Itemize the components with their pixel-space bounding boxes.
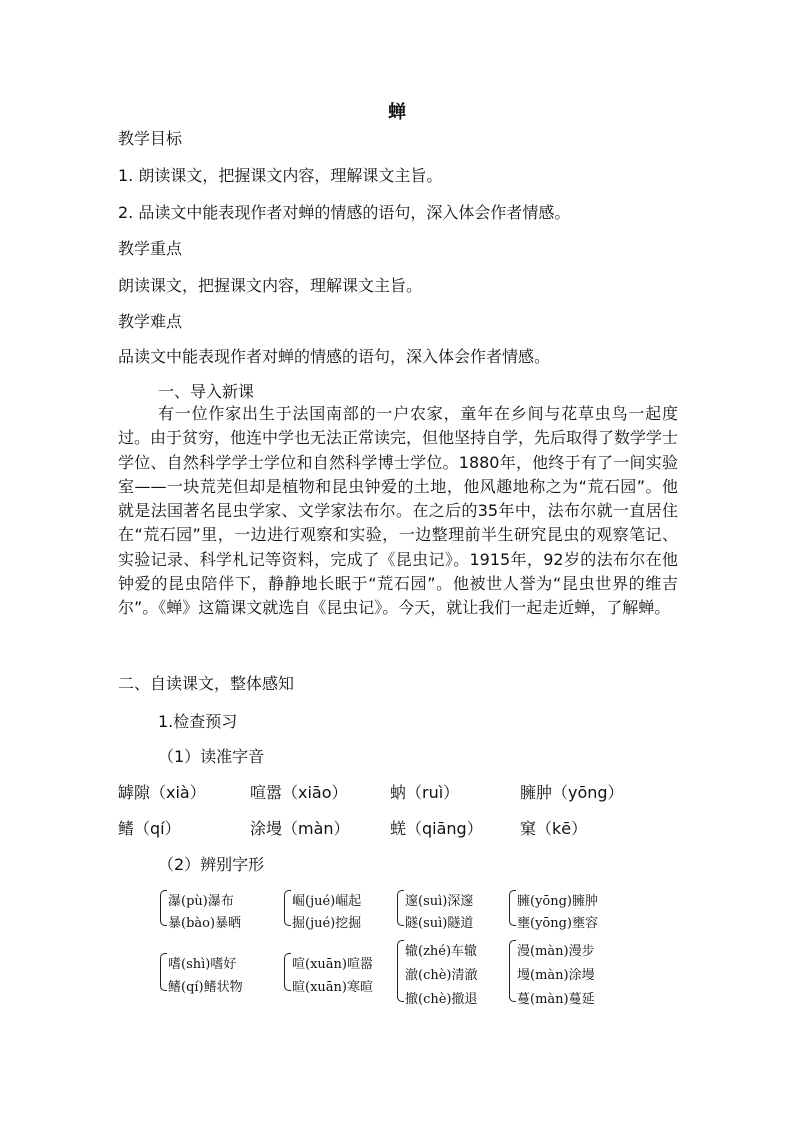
char-group-line: 撤(chè)撤退 <box>405 992 478 1007</box>
char-group-line: 辙(zhé)车辙 <box>405 944 478 959</box>
document-title: 蝉 <box>388 102 406 123</box>
intro-paragraph: 有一位作家出生于法国南部的一户农家，童年在乡间与花草虫鸟一起度过。由于贫穷，他连中学也无法正常读完，但他坚持自学，先后取得了数学学士学位、自然科学学士学位和自然科学博士学位。1880年，他终于有了一间实验室——一块荒芜但却是植物和昆虫钟爱的土地，他风趣地称之为“荒石园”。他就是法国著名昆虫学家、文学家法布尔。在之后的35年中，法布尔就一直居住在“荒石园”里，一边进行观察和实验，一边整理前半生研究昆虫的观察笔记、实验记录、科学札记等资料，完成了《昆虫记》。1915年，92岁的法布尔在他钟爱的昆虫陪伴下，静静地长眠于“荒石园”。他被世人誉为“昆虫世界的维吉尔”。《蝉》这篇课文就选自《昆虫记》。今天，就让我们一起走近蝉，了解蝉。 <box>118 404 679 618</box>
focus-text: 朗读课文，把握课文内容，理解课文主旨。 <box>118 276 423 295</box>
pronunciation-item: 罅隙（xià） <box>118 783 206 802</box>
char-group-line: 壅(yōng)壅容 <box>517 916 599 931</box>
pronunciation-item: 涂墁（màn） <box>250 819 350 838</box>
pronunciation-item: 臃肿（yōng） <box>520 783 624 802</box>
difficulty-text: 品读文中能表现作者对蝉的情感的语句，深入体会作者情感。 <box>118 347 551 366</box>
goals-heading: 教学目标 <box>118 129 183 148</box>
char-group-line: 瀑(pù)瀑布 <box>168 894 234 909</box>
char-group-line: 墁(màn)涂墁 <box>517 968 595 983</box>
char-distinguish-heading: （2）辨别字形 <box>158 855 265 874</box>
char-group-line: 鳍(qí)鳍状物 <box>168 980 243 995</box>
char-group-line: 邃(suì)深邃 <box>405 894 474 909</box>
pronunciation-item: 蜣（qiāng） <box>390 819 483 838</box>
char-group-line: 暄(xuān)寒暄 <box>292 980 373 995</box>
char-group-line: 蔓(màn)蔓延 <box>517 992 595 1007</box>
focus-heading: 教学重点 <box>118 239 183 258</box>
difficulty-heading: 教学难点 <box>118 312 183 331</box>
pronunciation-item: 蚋（ruì） <box>390 783 460 802</box>
goal-2: 2. 品读文中能表现作者对蝉的情感的语句，深入体会作者情感。 <box>118 203 571 222</box>
pronunciation-heading: （1）读准字音 <box>158 747 265 766</box>
goal-1: 1. 朗读课文，把握课文内容，理解课文主旨。 <box>118 166 443 185</box>
intro-heading: 一、导入新课 <box>158 382 255 401</box>
char-group-line: 隧(suì)隧道 <box>405 916 474 931</box>
char-group-line: 臃(yōng)臃肿 <box>517 894 599 909</box>
pronunciation-item: 鳍（qí） <box>118 819 181 838</box>
char-group-line: 漫(màn)漫步 <box>517 944 595 959</box>
char-group-line: 澈(chè)清澈 <box>405 968 478 983</box>
char-group-line: 崛(jué)崛起 <box>292 894 362 909</box>
reading-heading: 二、自读课文，整体感知 <box>118 674 295 693</box>
char-group-line: 暴(bào)暴晒 <box>168 916 242 931</box>
check-heading: 1.检查预习 <box>158 712 238 731</box>
char-group-line: 掘(jué)挖掘 <box>292 916 362 931</box>
char-group-line: 嗜(shì)嗜好 <box>168 957 237 972</box>
pronunciation-item: 窠（kē） <box>520 819 588 838</box>
char-group-line: 喧(xuān)喧嚣 <box>292 957 373 972</box>
pronunciation-item: 喧嚣（xiāo） <box>250 783 348 802</box>
